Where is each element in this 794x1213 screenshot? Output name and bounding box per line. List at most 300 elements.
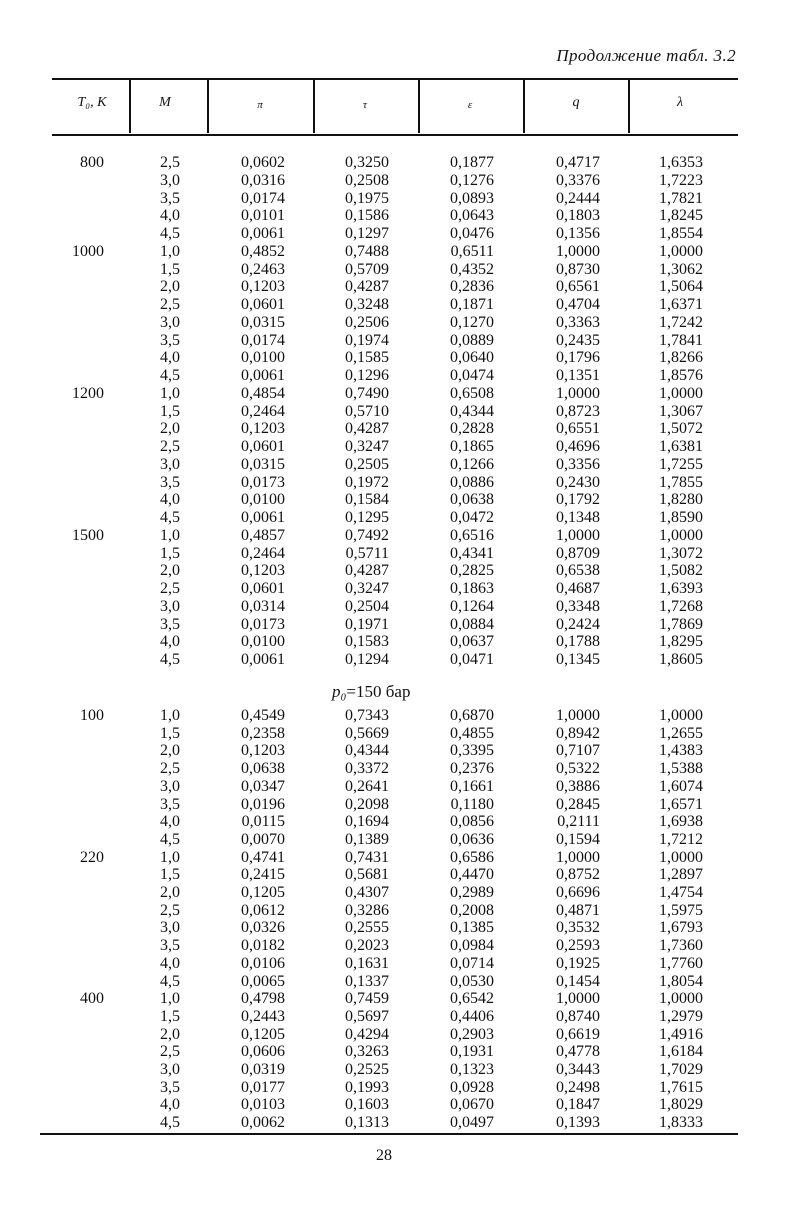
cell-q: 0,1594 — [556, 830, 600, 848]
cell-t0: 1000 — [72, 242, 104, 260]
cell-m: 3,0 — [160, 455, 180, 473]
cell-pi: 0,1203 — [241, 742, 285, 760]
cell-lambda: 1,7255 — [659, 455, 703, 473]
cell-q: 0,2845 — [556, 795, 600, 813]
cell-tau: 0,7490 — [345, 384, 389, 402]
cell-tau: 0,5697 — [345, 1007, 389, 1025]
cell-q: 0,4778 — [556, 1043, 600, 1061]
cell-lambda: 1,2655 — [659, 724, 703, 742]
cell-tau: 0,7459 — [345, 990, 389, 1008]
cell-lambda: 1,8280 — [659, 491, 703, 509]
cell-m: 1,0 — [160, 848, 180, 866]
cell-m: 2,5 — [160, 580, 180, 597]
cell-lambda: 1,8245 — [659, 207, 703, 225]
cell-m: 4,0 — [160, 491, 180, 509]
cell-m: 3,0 — [160, 777, 180, 795]
cell-q: 0,4704 — [556, 296, 600, 313]
cell-eps: 0,0474 — [450, 367, 494, 384]
column-header-lambda: λ — [676, 95, 684, 110]
cell-eps: 0,1266 — [450, 455, 494, 473]
cell-lambda: 1,3062 — [659, 260, 703, 278]
cell-pi: 0,4549 — [241, 707, 285, 724]
cell-pi: 0,0100 — [241, 491, 285, 509]
cell-tau: 0,1975 — [345, 189, 389, 207]
cell-tau: 0,1603 — [345, 1096, 389, 1114]
cell-tau: 0,5709 — [345, 260, 389, 278]
cell-tau: 0,4287 — [345, 420, 389, 438]
cell-lambda: 1,7855 — [659, 473, 703, 491]
cell-tau: 0,2506 — [345, 313, 389, 331]
cell-q: 0,1792 — [556, 491, 600, 509]
cell-tau: 0,4294 — [345, 1025, 389, 1043]
column-header-eps: ε — [467, 99, 473, 111]
cell-eps: 0,1180 — [450, 795, 494, 813]
cell-q: 0,3443 — [556, 1061, 600, 1078]
cell-q: 1,0000 — [556, 848, 600, 866]
table-row — [0, 1061, 794, 1079]
cell-lambda: 1,8605 — [659, 651, 703, 668]
cell-pi: 0,2415 — [241, 866, 285, 884]
cell-lambda: 1,5082 — [659, 562, 703, 580]
table-row — [0, 349, 794, 367]
table-row — [0, 1114, 794, 1132]
table-row — [0, 403, 794, 421]
table-row — [0, 438, 794, 456]
table-row — [0, 1043, 794, 1061]
cell-eps: 0,1270 — [450, 313, 494, 331]
table-row — [0, 296, 794, 314]
cell-eps: 0,6511 — [450, 242, 494, 260]
cell-eps: 0,0670 — [450, 1096, 494, 1114]
cell-tau: 0,5681 — [345, 866, 389, 884]
cell-m: 3,0 — [160, 1061, 180, 1078]
cell-m: 1,5 — [160, 402, 180, 420]
table-row — [0, 580, 794, 598]
cell-m: 2,5 — [160, 438, 180, 455]
cell-lambda: 1,6571 — [659, 795, 703, 813]
table-row — [0, 527, 794, 545]
table-bottom-rule — [40, 1133, 738, 1135]
cell-t0: 100 — [80, 707, 104, 724]
cell-tau: 0,2023 — [345, 937, 389, 955]
cell-pi: 0,4854 — [241, 384, 285, 402]
column-header-pi: π — [257, 99, 263, 111]
cell-lambda: 1,7029 — [659, 1061, 703, 1078]
cell-q: 0,7107 — [556, 742, 600, 760]
cell-pi: 0,0070 — [241, 830, 285, 848]
cell-lambda: 1,7360 — [659, 937, 703, 955]
cell-m: 2,0 — [160, 884, 180, 901]
cell-tau: 0,1296 — [345, 367, 389, 384]
cell-pi: 0,2358 — [241, 724, 285, 742]
cell-pi: 0,0316 — [241, 171, 285, 189]
cell-tau: 0,5711 — [345, 544, 389, 562]
table-row — [0, 919, 794, 937]
cell-lambda: 1,8029 — [659, 1096, 703, 1114]
cell-pi: 0,0101 — [241, 207, 285, 225]
cell-tau: 0,1389 — [345, 830, 389, 848]
cell-q: 0,2111 — [557, 813, 600, 831]
cell-tau: 0,3263 — [345, 1043, 389, 1061]
cell-tau: 0,1585 — [345, 349, 389, 367]
cell-m: 2,0 — [160, 1025, 180, 1043]
cell-q: 0,3348 — [556, 597, 600, 615]
table-row — [0, 1026, 794, 1044]
cell-lambda: 1,0000 — [659, 990, 703, 1008]
cell-q: 0,1925 — [556, 954, 600, 972]
cell-m: 1,0 — [160, 707, 180, 724]
cell-lambda: 1,6074 — [659, 777, 703, 795]
table-row — [0, 902, 794, 920]
cell-eps: 0,0476 — [450, 225, 494, 242]
cell-lambda: 1,8266 — [659, 349, 703, 367]
cell-q: 0,2593 — [556, 937, 600, 955]
table-row — [0, 742, 794, 760]
cell-pi: 0,0061 — [241, 367, 285, 384]
cell-lambda: 1,7268 — [659, 597, 703, 615]
cell-pi: 0,0062 — [241, 1114, 285, 1132]
table-row — [0, 243, 794, 261]
table-row — [0, 598, 794, 616]
cell-eps: 0,6508 — [450, 384, 494, 402]
cell-pi: 0,0065 — [241, 972, 285, 990]
cell-tau: 0,2525 — [345, 1061, 389, 1078]
cell-q: 0,8942 — [556, 724, 600, 742]
cell-pi: 0,0601 — [241, 438, 285, 455]
cell-t0: 800 — [80, 154, 104, 171]
cell-tau: 0,3372 — [345, 760, 389, 778]
cell-pi: 0,1205 — [241, 884, 285, 901]
cell-lambda: 1,6353 — [659, 154, 703, 171]
cell-lambda: 1,7841 — [659, 331, 703, 349]
cell-m: 3,5 — [160, 189, 180, 207]
cell-q: 0,6551 — [556, 420, 600, 438]
cell-lambda: 1,8054 — [659, 972, 703, 990]
cell-t0: 1500 — [72, 526, 104, 544]
cell-m: 1,0 — [160, 242, 180, 260]
table-row — [0, 1079, 794, 1097]
cell-q: 0,3356 — [556, 455, 600, 473]
cell-lambda: 1,4383 — [659, 742, 703, 760]
table-row — [0, 955, 794, 973]
cell-tau: 0,4344 — [345, 742, 389, 760]
table-row — [0, 1096, 794, 1114]
cell-lambda: 1,7615 — [659, 1078, 703, 1096]
cell-q: 0,3376 — [556, 171, 600, 189]
cell-tau: 0,3286 — [345, 901, 389, 919]
cell-q: 0,1356 — [556, 225, 600, 242]
cell-q: 0,6538 — [556, 562, 600, 580]
table-row — [0, 332, 794, 350]
cell-tau: 0,2505 — [345, 455, 389, 473]
cell-eps: 0,0928 — [450, 1078, 494, 1096]
cell-q: 0,3532 — [556, 919, 600, 937]
cell-q: 0,2435 — [556, 331, 600, 349]
cell-q: 0,1345 — [556, 651, 600, 668]
cell-q: 0,8723 — [556, 402, 600, 420]
cell-eps: 0,6586 — [450, 848, 494, 866]
table-row — [0, 849, 794, 867]
cell-m: 2,0 — [160, 562, 180, 580]
cell-m: 2,5 — [160, 760, 180, 778]
column-header-m: M — [159, 95, 171, 110]
cell-pi: 0,0315 — [241, 455, 285, 473]
cell-lambda: 1,6938 — [659, 813, 703, 831]
pressure-value: =150 бар — [346, 682, 411, 701]
cell-lambda: 1,5064 — [659, 278, 703, 296]
cell-tau: 0,2641 — [345, 777, 389, 795]
table-row — [0, 278, 794, 296]
column-divider — [523, 80, 525, 133]
cell-t0: 1200 — [72, 384, 104, 402]
cell-q: 0,1454 — [556, 972, 600, 990]
table-row — [0, 456, 794, 474]
cell-tau: 0,2504 — [345, 597, 389, 615]
cell-eps: 0,4855 — [450, 724, 494, 742]
table-header-rule — [52, 134, 738, 136]
cell-m: 1,5 — [160, 1007, 180, 1025]
table-continuation-caption: Продолжение табл. 3.2 — [556, 46, 736, 65]
cell-m: 1,0 — [160, 526, 180, 544]
cell-pi: 0,4857 — [241, 526, 285, 544]
table-row — [0, 866, 794, 884]
cell-pi: 0,0061 — [241, 509, 285, 526]
cell-tau: 0,1337 — [345, 972, 389, 990]
cell-pi: 0,0106 — [241, 954, 285, 972]
cell-q: 0,4696 — [556, 438, 600, 455]
cell-pi: 0,0182 — [241, 937, 285, 955]
cell-lambda: 1,7223 — [659, 171, 703, 189]
cell-m: 4,5 — [160, 509, 180, 526]
cell-t0: 220 — [80, 848, 104, 866]
cell-pi: 0,0602 — [241, 154, 285, 171]
cell-pi: 0,0174 — [241, 331, 285, 349]
cell-eps: 0,6542 — [450, 990, 494, 1008]
table-row — [0, 562, 794, 580]
cell-pi: 0,0315 — [241, 313, 285, 331]
cell-lambda: 1,8295 — [659, 633, 703, 651]
cell-tau: 0,5669 — [345, 724, 389, 742]
cell-m: 2,0 — [160, 278, 180, 296]
cell-m: 1,5 — [160, 724, 180, 742]
cell-pi: 0,0326 — [241, 919, 285, 937]
cell-q: 1,0000 — [556, 242, 600, 260]
cell-q: 0,3886 — [556, 777, 600, 795]
cell-q: 0,3363 — [556, 313, 600, 331]
cell-eps: 0,2989 — [450, 884, 494, 901]
cell-lambda: 1,6371 — [659, 296, 703, 313]
cell-pi: 0,0173 — [241, 615, 285, 633]
table-row — [0, 225, 794, 243]
cell-tau: 0,3250 — [345, 154, 389, 171]
table-row — [0, 633, 794, 651]
cell-m: 4,0 — [160, 813, 180, 831]
table-row — [0, 1008, 794, 1026]
cell-lambda: 1,6381 — [659, 438, 703, 455]
cell-eps: 0,2903 — [450, 1025, 494, 1043]
table-row — [0, 651, 794, 669]
column-header-tau: τ — [363, 99, 367, 111]
cell-eps: 0,3395 — [450, 742, 494, 760]
cell-eps: 0,0984 — [450, 937, 494, 955]
cell-tau: 0,1971 — [345, 615, 389, 633]
cell-m: 3,0 — [160, 313, 180, 331]
cell-m: 2,5 — [160, 1043, 180, 1061]
cell-tau: 0,1694 — [345, 813, 389, 831]
column-divider — [313, 80, 315, 133]
cell-q: 0,2444 — [556, 189, 600, 207]
cell-eps: 0,1877 — [450, 154, 494, 171]
cell-m: 3,5 — [160, 937, 180, 955]
cell-q: 0,6561 — [556, 278, 600, 296]
cell-pi: 0,2464 — [241, 544, 285, 562]
cell-pi: 0,4798 — [241, 990, 285, 1008]
cell-eps: 0,0472 — [450, 509, 494, 526]
cell-pi: 0,0606 — [241, 1043, 285, 1061]
cell-lambda: 1,8590 — [659, 509, 703, 526]
cell-eps: 0,6516 — [450, 526, 494, 544]
cell-m: 2,0 — [160, 742, 180, 760]
cell-q: 0,1348 — [556, 509, 600, 526]
cell-q: 0,4871 — [556, 901, 600, 919]
cell-pi: 0,2463 — [241, 260, 285, 278]
cell-tau: 0,7488 — [345, 242, 389, 260]
cell-q: 0,6696 — [556, 884, 600, 901]
cell-tau: 0,7343 — [345, 707, 389, 724]
cell-tau: 0,1294 — [345, 651, 389, 668]
table-row — [0, 314, 794, 332]
cell-q: 0,1847 — [556, 1096, 600, 1114]
cell-eps: 0,2828 — [450, 420, 494, 438]
cell-lambda: 1,8333 — [659, 1114, 703, 1132]
cell-lambda: 1,5072 — [659, 420, 703, 438]
cell-eps: 0,1931 — [450, 1043, 494, 1061]
cell-eps: 0,0884 — [450, 615, 494, 633]
cell-lambda: 1,4754 — [659, 884, 703, 901]
pressure-subheading — [332, 682, 410, 702]
cell-eps: 0,4341 — [450, 544, 494, 562]
cell-eps: 0,4344 — [450, 402, 494, 420]
cell-pi: 0,4741 — [241, 848, 285, 866]
cell-pi: 0,0638 — [241, 760, 285, 778]
cell-eps: 0,0714 — [450, 954, 494, 972]
cell-m: 1,5 — [160, 866, 180, 884]
cell-lambda: 1,2897 — [659, 866, 703, 884]
cell-q: 0,2498 — [556, 1078, 600, 1096]
cell-eps: 0,0893 — [450, 189, 494, 207]
cell-tau: 0,3248 — [345, 296, 389, 313]
cell-lambda: 1,3072 — [659, 544, 703, 562]
column-header-t0: T₀, K — [77, 95, 107, 110]
cell-pi: 0,4852 — [241, 242, 285, 260]
cell-lambda: 1,0000 — [659, 707, 703, 724]
cell-q: 1,0000 — [556, 526, 600, 544]
cell-q: 0,5322 — [556, 760, 600, 778]
table-row — [0, 509, 794, 527]
cell-pi: 0,0100 — [241, 633, 285, 651]
cell-tau: 0,4307 — [345, 884, 389, 901]
table-row — [0, 172, 794, 190]
cell-eps: 0,0471 — [450, 651, 494, 668]
table-row — [0, 937, 794, 955]
cell-tau: 0,1584 — [345, 491, 389, 509]
table-row — [0, 491, 794, 509]
cell-eps: 0,1661 — [450, 777, 494, 795]
cell-pi: 0,1205 — [241, 1025, 285, 1043]
cell-lambda: 1,7869 — [659, 615, 703, 633]
cell-pi: 0,0347 — [241, 777, 285, 795]
cell-m: 1,0 — [160, 990, 180, 1008]
cell-eps: 0,4406 — [450, 1007, 494, 1025]
cell-m: 2,5 — [160, 154, 180, 171]
cell-eps: 0,0856 — [450, 813, 494, 831]
cell-q: 0,8740 — [556, 1007, 600, 1025]
cell-m: 4,5 — [160, 830, 180, 848]
cell-tau: 0,1586 — [345, 207, 389, 225]
cell-eps: 0,0886 — [450, 473, 494, 491]
cell-pi: 0,0174 — [241, 189, 285, 207]
cell-pi: 0,0061 — [241, 225, 285, 242]
cell-t0: 400 — [80, 990, 104, 1008]
cell-lambda: 1,0000 — [659, 384, 703, 402]
cell-tau: 0,1972 — [345, 473, 389, 491]
cell-m: 3,5 — [160, 795, 180, 813]
cell-lambda: 1,7242 — [659, 313, 703, 331]
cell-pi: 0,0103 — [241, 1096, 285, 1114]
cell-m: 4,5 — [160, 225, 180, 242]
cell-eps: 0,6870 — [450, 707, 494, 724]
cell-eps: 0,0638 — [450, 491, 494, 509]
table-row — [0, 973, 794, 991]
pressure-symbol: p₀ — [332, 682, 347, 701]
cell-tau: 0,1631 — [345, 954, 389, 972]
cell-m: 3,5 — [160, 331, 180, 349]
cell-tau: 0,1297 — [345, 225, 389, 242]
cell-m: 4,0 — [160, 954, 180, 972]
cell-tau: 0,7431 — [345, 848, 389, 866]
cell-pi: 0,0612 — [241, 901, 285, 919]
cell-m: 1,5 — [160, 260, 180, 278]
cell-pi: 0,0100 — [241, 349, 285, 367]
cell-tau: 0,4287 — [345, 562, 389, 580]
cell-m: 3,5 — [160, 615, 180, 633]
cell-q: 1,0000 — [556, 384, 600, 402]
cell-m: 3,5 — [160, 1078, 180, 1096]
cell-eps: 0,0530 — [450, 972, 494, 990]
cell-q: 0,4717 — [556, 154, 600, 171]
page-number: 28 — [376, 1147, 392, 1164]
cell-eps: 0,0497 — [450, 1114, 494, 1132]
cell-q: 0,2424 — [556, 615, 600, 633]
cell-eps: 0,1385 — [450, 919, 494, 937]
cell-m: 4,0 — [160, 349, 180, 367]
cell-tau: 0,2508 — [345, 171, 389, 189]
cell-pi: 0,0177 — [241, 1078, 285, 1096]
cell-eps: 0,0637 — [450, 633, 494, 651]
cell-q: 0,1788 — [556, 633, 600, 651]
table-row — [0, 796, 794, 814]
cell-eps: 0,1865 — [450, 438, 494, 455]
cell-m: 4,5 — [160, 1114, 180, 1132]
cell-eps: 0,4352 — [450, 260, 494, 278]
cell-tau: 0,5710 — [345, 402, 389, 420]
cell-tau: 0,3247 — [345, 580, 389, 597]
column-header-q: q — [572, 95, 580, 110]
cell-pi: 0,0173 — [241, 473, 285, 491]
table-top-rule — [52, 78, 738, 80]
cell-eps: 0,0640 — [450, 349, 494, 367]
cell-tau: 0,4287 — [345, 278, 389, 296]
